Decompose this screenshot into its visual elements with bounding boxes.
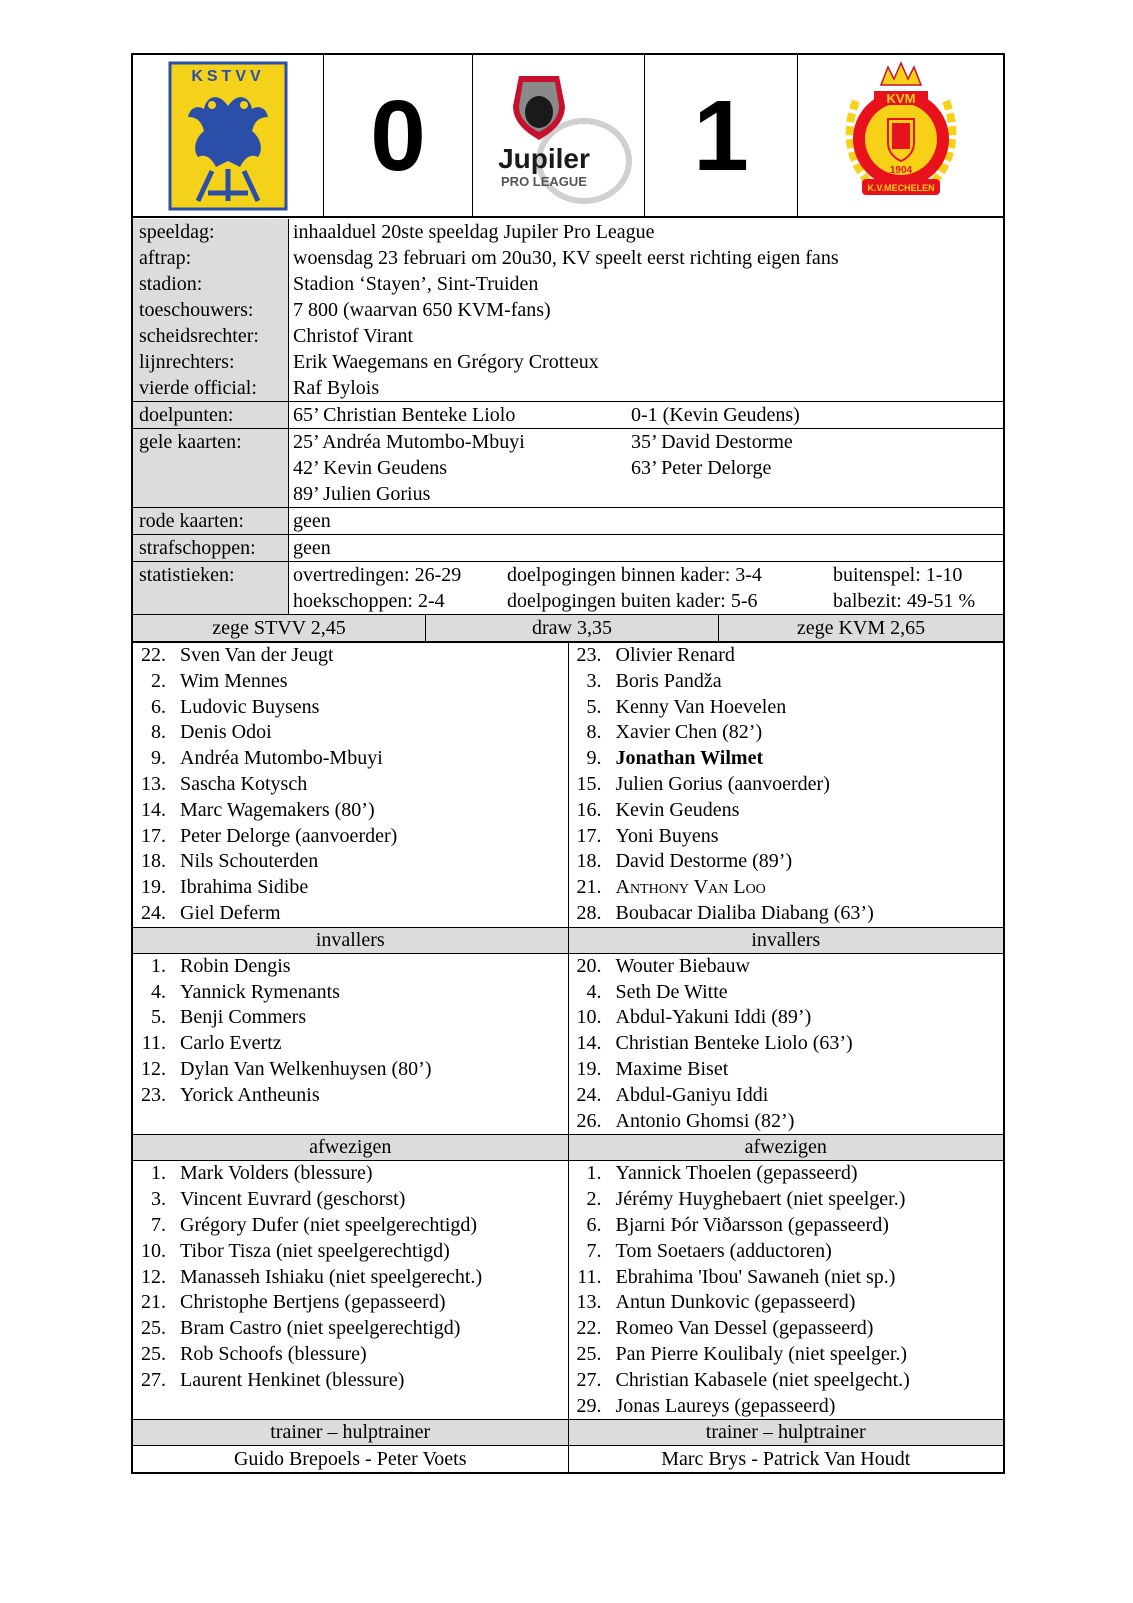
red-cards-value: geen [293, 510, 331, 532]
lineup-away [569, 643, 1004, 927]
player-number: 27. [141, 1368, 166, 1391]
player-row [133, 824, 568, 850]
trainer-home: Guido Brepoels - Peter Voets [133, 1446, 569, 1472]
odds-away: zege KVM 2,65 [796, 617, 926, 639]
stat-shots-on-target: doelpogingen binnen kader: 3-4 [507, 564, 762, 586]
player-number: 10. [141, 1239, 166, 1262]
trainer-header [131, 1419, 1005, 1446]
player-number: 9. [151, 747, 166, 770]
player-row [133, 1161, 568, 1187]
player-name: Robin Dengis [180, 954, 291, 977]
info-labels [133, 219, 289, 401]
player-row [569, 954, 1004, 980]
yellow-card-line [293, 429, 1003, 455]
player-number: 12. [141, 1265, 166, 1288]
subs-header [131, 927, 1005, 954]
player-row [569, 1161, 1004, 1187]
player-number: 11. [141, 1032, 166, 1055]
player-number: 21. [576, 876, 602, 899]
player-row [569, 1031, 1004, 1057]
yellow-cards-label: gele kaarten: [133, 429, 289, 507]
player-row [569, 1290, 1004, 1316]
red-cards-label: rode kaarten: [133, 508, 289, 534]
player-row [133, 980, 568, 1006]
player-name: Christian Benteke Liolo (63’) [615, 1032, 853, 1055]
player-name: Christophe Bertjens (gepasseerd) [180, 1291, 446, 1314]
player-row [569, 1316, 1004, 1342]
yellow-card-line [293, 455, 1003, 481]
jupiler-logo-text: Jupiler [497, 142, 590, 174]
player-number: 12. [141, 1057, 166, 1080]
player-name: Sascha Kotysch [180, 772, 308, 795]
trainers-row [131, 1446, 1005, 1474]
absent-home [133, 1161, 569, 1419]
subs [131, 954, 1005, 1135]
player-number: 27. [576, 1368, 602, 1391]
player-name: Peter Delorge (aanvoerder) [180, 824, 398, 847]
player-name: Giel Deferm [180, 901, 281, 924]
player-name: Bjarni Þór Viðarsson (gepasseerd) [615, 1213, 889, 1236]
player-name: Antonio Ghomsi (82’) [615, 1109, 795, 1132]
stat-fouls: overtredingen: 26-29 [293, 564, 462, 586]
info-value: woensdag 23 februari om 20u30, KV speelt eerst richting eigen fans [293, 247, 839, 269]
player-number: 9. [586, 747, 602, 770]
trainer-away: Marc Brys - Patrick Van Houdt [661, 1448, 911, 1471]
player-number: 4. [586, 980, 602, 1003]
player-name: Manasseh Ishiaku (niet speelgerecht.) [180, 1265, 483, 1288]
player-name: Rob Schoofs (blessure) [180, 1342, 367, 1365]
player-number: 25. [141, 1317, 166, 1340]
player-row [133, 746, 568, 772]
player-name: Kenny Van Hoevelen [615, 695, 787, 718]
player-number: 23. [141, 1083, 166, 1106]
player-number: 1. [151, 954, 166, 977]
info-value: Christof Virant [293, 325, 414, 347]
player-row [133, 1394, 568, 1420]
player-name: Anthony Van Loo [615, 876, 766, 899]
kvm-crest-icon [836, 61, 966, 211]
trainer-header-away: trainer – hulptrainer [705, 1421, 866, 1444]
player-number: 1. [151, 1162, 166, 1185]
player-number: 18. [141, 850, 166, 873]
stats-line [293, 562, 1003, 588]
player-name: Jérémy Huyghebaert (niet speelger.) [615, 1188, 906, 1211]
player-row [133, 720, 568, 746]
player-name: Sven Van der Jeugt [180, 644, 334, 666]
player-number: 22. [576, 1317, 602, 1340]
info-value: inhaalduel 20ste speeldag Jupiler Pro League [293, 221, 655, 243]
player-number: 11. [577, 1265, 602, 1288]
kvm-crest-ribbon: K.V.MECHELEN [866, 182, 935, 193]
home-crest-cell [133, 55, 324, 216]
player-number: 18. [576, 850, 602, 873]
player-name: Yannick Rymenants [180, 980, 340, 1003]
player-row [133, 1213, 568, 1239]
player-number: 20. [576, 954, 602, 977]
player-row [133, 1290, 568, 1316]
goals-label: doelpunten: [133, 402, 289, 428]
player-number: 3. [151, 1188, 166, 1211]
goals-row [133, 402, 1003, 429]
score-header [131, 53, 1005, 218]
player-number: 25. [576, 1342, 602, 1365]
player-row [133, 1342, 568, 1368]
player-number: 14. [576, 1032, 602, 1055]
player-name: Boris Pandža [615, 669, 722, 692]
absent-header-home: afwezigen [133, 1135, 569, 1160]
player-number: 13. [141, 772, 166, 795]
penalties-value: geen [293, 537, 331, 559]
player-row [569, 772, 1004, 798]
goals-values [289, 402, 1003, 428]
subs-header-home: invallers [133, 928, 569, 953]
info-label: scheidsrechter: [139, 325, 259, 347]
away-crest-cell [798, 55, 1003, 216]
player-name: Ibrahima Sidibe [180, 876, 309, 899]
player-row [569, 720, 1004, 746]
player-number: 17. [576, 824, 602, 847]
player-row [133, 1005, 568, 1031]
info-value: Stadion ‘Stayen’, Sint-Truiden [293, 273, 539, 295]
penalties-row [133, 535, 1003, 562]
player-name: Yannick Thoelen (gepasseerd) [615, 1162, 858, 1185]
player-name: David Destorme (89’) [615, 850, 793, 873]
pro-league-logo-text: PRO LEAGUE [500, 173, 587, 189]
jupiler-pro-league-logo-icon [479, 66, 639, 206]
player-row [569, 1213, 1004, 1239]
info-label: stadion: [139, 273, 203, 295]
player-row [133, 1316, 568, 1342]
odds-home: zege STVV 2,45 [133, 615, 426, 641]
player-row [569, 643, 1004, 669]
player-row [569, 746, 1004, 772]
player-name: Denis Odoi [180, 721, 272, 744]
player-row [569, 669, 1004, 695]
yellow-card-home: 89’ Julien Gorius [293, 483, 431, 505]
stats-values [289, 562, 1003, 614]
player-row [133, 849, 568, 875]
player-row [569, 798, 1004, 824]
player-row [569, 980, 1004, 1006]
absent-header [131, 1134, 1005, 1161]
info-value: Raf Bylois [293, 377, 380, 399]
yellow-card-home: 42’ Kevin Geudens [293, 457, 448, 479]
stat-shots-off-target: doelpogingen buiten kader: 5-6 [507, 590, 758, 612]
player-row [569, 1083, 1004, 1109]
match-info [131, 218, 1005, 614]
player-name: Bram Castro (niet speelgerechtigd) [180, 1317, 461, 1340]
odds-draw: draw 3,35 [426, 615, 719, 641]
player-row [133, 772, 568, 798]
player-name: Marc Wagemakers (80’) [180, 798, 375, 821]
lineup-home [133, 643, 569, 927]
kvm-crest-year: 1904 [889, 164, 912, 176]
stats-label: statistieken: [133, 562, 289, 614]
player-row [569, 1005, 1004, 1031]
player-row [133, 1239, 568, 1265]
player-row [133, 1083, 568, 1109]
player-row [569, 1239, 1004, 1265]
lineups [131, 643, 1005, 927]
stat-possession: balbezit: 49-51 % [833, 590, 976, 612]
yellow-card-home: 25’ Andréa Mutombo-Mbuyi [293, 431, 525, 453]
player-name: Yorick Antheunis [180, 1083, 320, 1106]
stat-corners: hoekschoppen: 2-4 [293, 590, 445, 612]
player-row [569, 695, 1004, 721]
match-sheet [131, 53, 1005, 1474]
player-number: 3. [586, 669, 602, 692]
player-name: Antun Dunkovic (gepasseerd) [615, 1291, 856, 1314]
player-number: 16. [576, 798, 602, 821]
player-number: 14. [141, 798, 166, 821]
goal-scorer: 65’ Christian Benteke Liolo [293, 404, 516, 426]
yellow-card-away: 35’ David Destorme [631, 431, 793, 453]
info-value: Erik Waegemans en Grégory Crotteux [293, 351, 599, 373]
player-name: Kevin Geudens [615, 798, 740, 821]
stvv-crest-icon [168, 61, 288, 211]
player-name: Yoni Buyens [615, 824, 719, 847]
player-row [569, 1394, 1004, 1420]
player-number: 23. [576, 644, 602, 666]
player-number: 28. [576, 901, 602, 924]
player-row [569, 1368, 1004, 1394]
player-number: 10. [576, 1006, 602, 1029]
player-row [133, 954, 568, 980]
player-number: 22. [141, 644, 166, 666]
player-row [133, 901, 568, 927]
subs-header-away: invallers [751, 928, 821, 951]
player-name: Wouter Biebauw [615, 954, 750, 977]
player-row [133, 669, 568, 695]
odds-bar [131, 614, 1005, 643]
player-number: 5. [151, 1006, 166, 1029]
player-row [569, 824, 1004, 850]
player-name: Romeo Van Dessel (gepasseerd) [615, 1317, 874, 1340]
player-name: Jonathan Wilmet [615, 747, 764, 770]
away-score: 1 [693, 79, 749, 192]
red-cards-row [133, 508, 1003, 535]
penalties-label: strafschoppen: [133, 535, 289, 561]
player-number: 15. [576, 772, 602, 795]
player-row [133, 875, 568, 901]
player-number: 24. [141, 901, 166, 924]
player-number: 7. [586, 1239, 602, 1262]
home-score: 0 [370, 79, 426, 192]
kvm-crest-text: KVM [886, 90, 915, 106]
home-score-cell [324, 55, 473, 216]
player-name: Olivier Renard [615, 644, 735, 666]
player-row [133, 1265, 568, 1291]
info-value: 7 800 (waarvan 650 KVM-fans) [293, 299, 551, 321]
info-values [289, 219, 1003, 401]
player-name: Julien Gorius (aanvoerder) [615, 772, 830, 795]
player-row [569, 1342, 1004, 1368]
player-name: Tom Soetaers (adductoren) [615, 1239, 832, 1262]
player-name: Xavier Chen (82’) [615, 721, 763, 744]
player-number: 6. [151, 695, 166, 718]
stats-row [133, 562, 1003, 614]
player-name: Christian Kabasele (niet speelgecht.) [615, 1368, 910, 1391]
player-row [569, 875, 1004, 901]
player-name: Carlo Evertz [180, 1032, 282, 1055]
player-number: 29. [576, 1394, 602, 1417]
player-row [569, 901, 1004, 927]
player-name: Abdul-Ganiyu Iddi [615, 1083, 769, 1106]
player-name: Jonas Laureys (gepasseerd) [615, 1394, 836, 1417]
player-number: 19. [141, 876, 166, 899]
player-row [133, 643, 568, 669]
stats-line [293, 588, 1003, 614]
player-number: 5. [586, 695, 602, 718]
player-name: Grégory Dufer (niet speelgerechtigd) [180, 1213, 478, 1236]
info-block [133, 218, 1003, 402]
player-row [569, 849, 1004, 875]
absent-header-away: afwezigen [744, 1136, 827, 1159]
player-name: Nils Schouterden [180, 850, 319, 873]
player-name: Mark Volders (blessure) [180, 1162, 373, 1185]
player-name: Ebrahima 'Ibou' Sawaneh (niet sp.) [615, 1265, 896, 1288]
player-name: Benji Commers [180, 1006, 307, 1029]
away-score-cell [645, 55, 798, 216]
player-number: 1. [586, 1162, 602, 1185]
player-row [569, 1265, 1004, 1291]
yellow-cards-row [133, 429, 1003, 508]
yellow-card-away: 63’ Peter Delorge [631, 457, 772, 479]
player-number: 6. [586, 1213, 602, 1236]
player-row [133, 1057, 568, 1083]
player-row [133, 695, 568, 721]
player-number: 2. [151, 669, 166, 692]
player-name: Boubacar Dialiba Diabang (63’) [615, 901, 874, 924]
player-row [133, 1368, 568, 1394]
player-row [133, 1031, 568, 1057]
info-label: toeschouwers: [139, 299, 254, 321]
player-number: 2. [586, 1188, 602, 1211]
stvv-crest-text: KSTVV [191, 67, 265, 85]
player-name: Wim Mennes [180, 669, 288, 692]
player-number: 19. [576, 1057, 602, 1080]
player-number: 26. [576, 1109, 602, 1132]
player-number: 7. [151, 1213, 166, 1236]
player-number: 4. [151, 980, 166, 1003]
player-number: 8. [586, 721, 602, 744]
player-name: Andréa Mutombo-Mbuyi [180, 747, 383, 770]
player-name: Pan Pierre Koulibaly (niet speelger.) [615, 1342, 908, 1365]
info-label: vierde official: [139, 377, 257, 399]
goal-score: 0-1 (Kevin Geudens) [631, 404, 800, 426]
absent-away [569, 1161, 1004, 1419]
player-name: Abdul-Yakuni Iddi (89’) [615, 1006, 812, 1029]
player-name: Tibor Tisza (niet speelgerechtigd) [180, 1239, 450, 1262]
player-row [569, 1109, 1004, 1135]
player-row [569, 1057, 1004, 1083]
player-row [133, 1187, 568, 1213]
player-name: Ludovic Buysens [180, 695, 320, 718]
player-row [569, 1187, 1004, 1213]
player-name: Dylan Van Welkenhuysen (80’) [180, 1057, 432, 1080]
player-number: 17. [141, 824, 166, 847]
player-number: 8. [151, 721, 166, 744]
player-number: 13. [576, 1291, 602, 1314]
subs-away [569, 954, 1004, 1135]
league-logo-cell [473, 55, 645, 216]
subs-home [133, 954, 569, 1135]
player-name: Laurent Henkinet (blessure) [180, 1368, 405, 1391]
player-name: Vincent Euvrard (geschorst) [180, 1188, 406, 1211]
player-row [133, 1109, 568, 1135]
player-number: 24. [576, 1083, 602, 1106]
player-number: 25. [141, 1342, 166, 1365]
yellow-cards-values [289, 429, 1003, 507]
info-label: speeldag: [139, 221, 215, 243]
stat-offside: buitenspel: 1-10 [833, 564, 963, 586]
info-label: lijnrechters: [139, 351, 235, 373]
player-name: Maxime Biset [615, 1057, 729, 1080]
player-number: 21. [141, 1291, 166, 1314]
absent [131, 1161, 1005, 1419]
yellow-card-line [293, 481, 1003, 507]
info-label: aftrap: [139, 247, 192, 269]
player-name: Seth De Witte [615, 980, 728, 1003]
trainer-header-home: trainer – hulptrainer [133, 1420, 569, 1445]
player-row [133, 798, 568, 824]
